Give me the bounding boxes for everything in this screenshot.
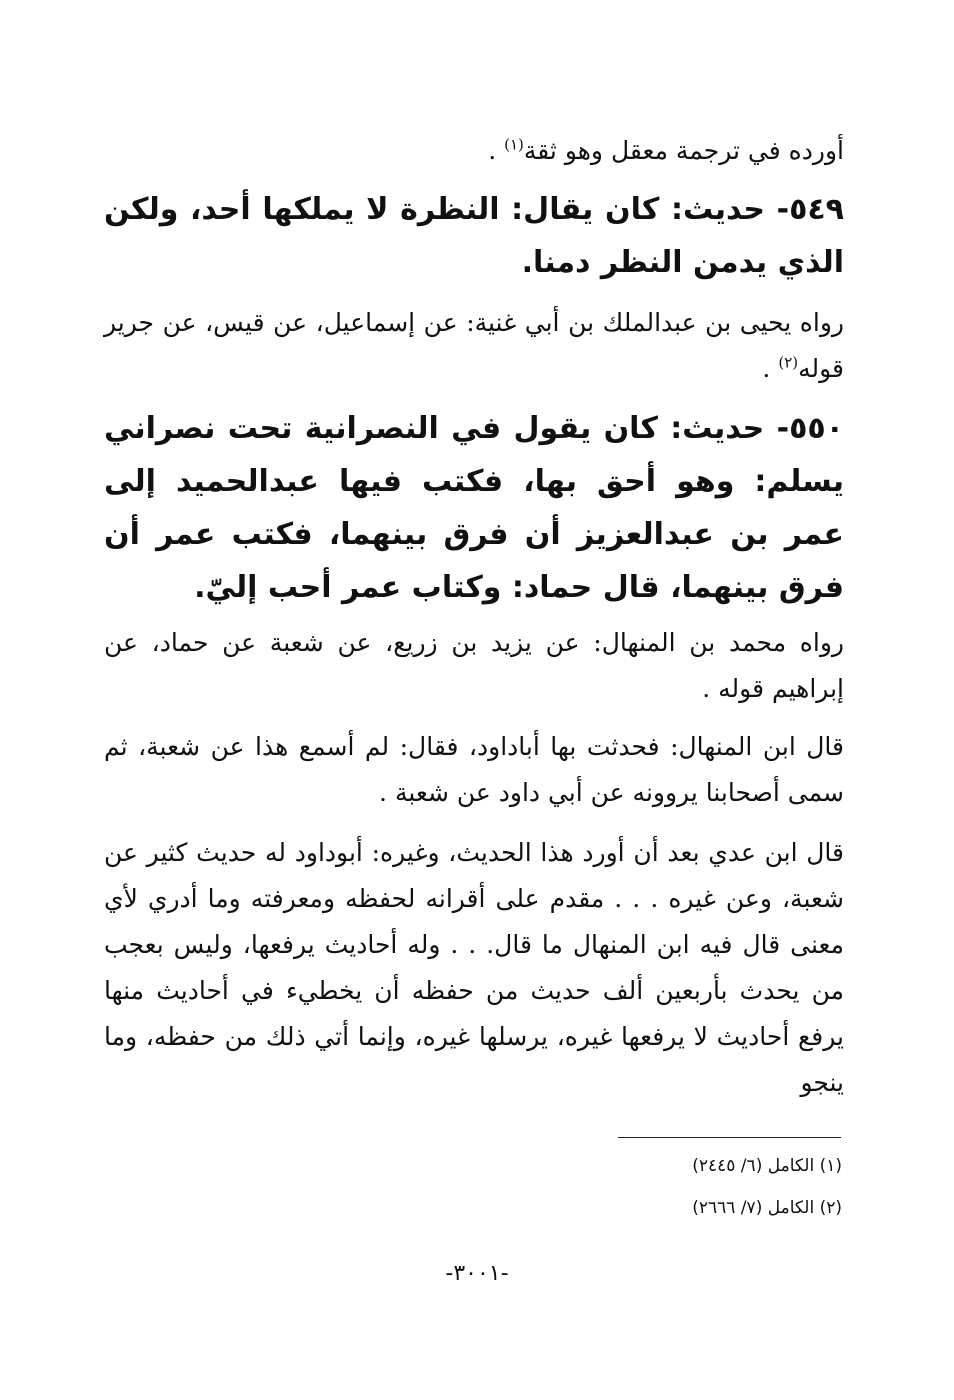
hadith-549: ٥٤٩- حديث: كان يقال: النظرة لا يملكها أحد، ولكن الذي يدمن النظر دمنا. [104, 192, 844, 280]
paragraph-1-text: أورده في ترجمة معقل وهو ثقة [523, 136, 844, 165]
footnote-ref-1: (١) [504, 135, 524, 154]
footnote-ref-2: (٢) [778, 353, 799, 372]
footnote-1: (١) الكامل (٦/ ٢٤٤٥) [692, 1156, 842, 1176]
paragraph-1-end: . [488, 136, 505, 165]
page-number: -٣٠٠١- [445, 1261, 509, 1286]
paragraph-1 [104, 128, 844, 174]
paragraph-5: رواه محمد بن المنهال: عن يزيد بن زريع، عن شعبة عن حماد، عن إبراهيم قوله . [104, 628, 844, 703]
paragraph-3-text: رواه يحيى بن عبدالملك بن أبي غنية: عن إسماعيل، عن قيس، عن جرير قوله [104, 308, 844, 383]
paragraph-7: قال ابن عدي بعد أن أورد هذا الحديث، وغيره: أبوداود له حديث كثير عن شعبة، وعن غيره . . . مقدم على أقرانه لحفظه ومعرفته وما أدري لأي معنى قال فيه ابن المنهال ما قال. . . وله أحاديث يرفعها، وليس بعجب من يحدث بأربعين ألف حديث من حفظه أن يخطيء في أحاديث منها يرفع أحاديث لا يرفعها غيره، يرسلها غيره، وإنما أتي ذلك من حفظه، وما ينجو [104, 838, 844, 1097]
paragraph-6: قال ابن المنهال: فحدثت بها أباداود، فقال: لم أسمع هذا عن شعبة، ثم سمى أصحابنا يروونه عن أبي داود عن شعبة . [104, 732, 844, 807]
footnote-2: (٢) الكامل (٧/ ٢٦٦٦) [692, 1198, 842, 1218]
hadith-550: ٥٥٠- حديث: كان يقول في النصرانية تحت نصراني يسلم: وهو أحق بها، فكتب فيها عبدالحميد إلى عمر بن عبدالعزيز أن فرق بينهما، فكتب عمر أن فرق بينهما، قال حماد: وكتاب عمر أحب إليّ. [104, 411, 844, 605]
paragraph-3-end: . [762, 354, 779, 383]
footnote-divider [618, 1137, 841, 1138]
paragraph-3 [104, 300, 844, 392]
